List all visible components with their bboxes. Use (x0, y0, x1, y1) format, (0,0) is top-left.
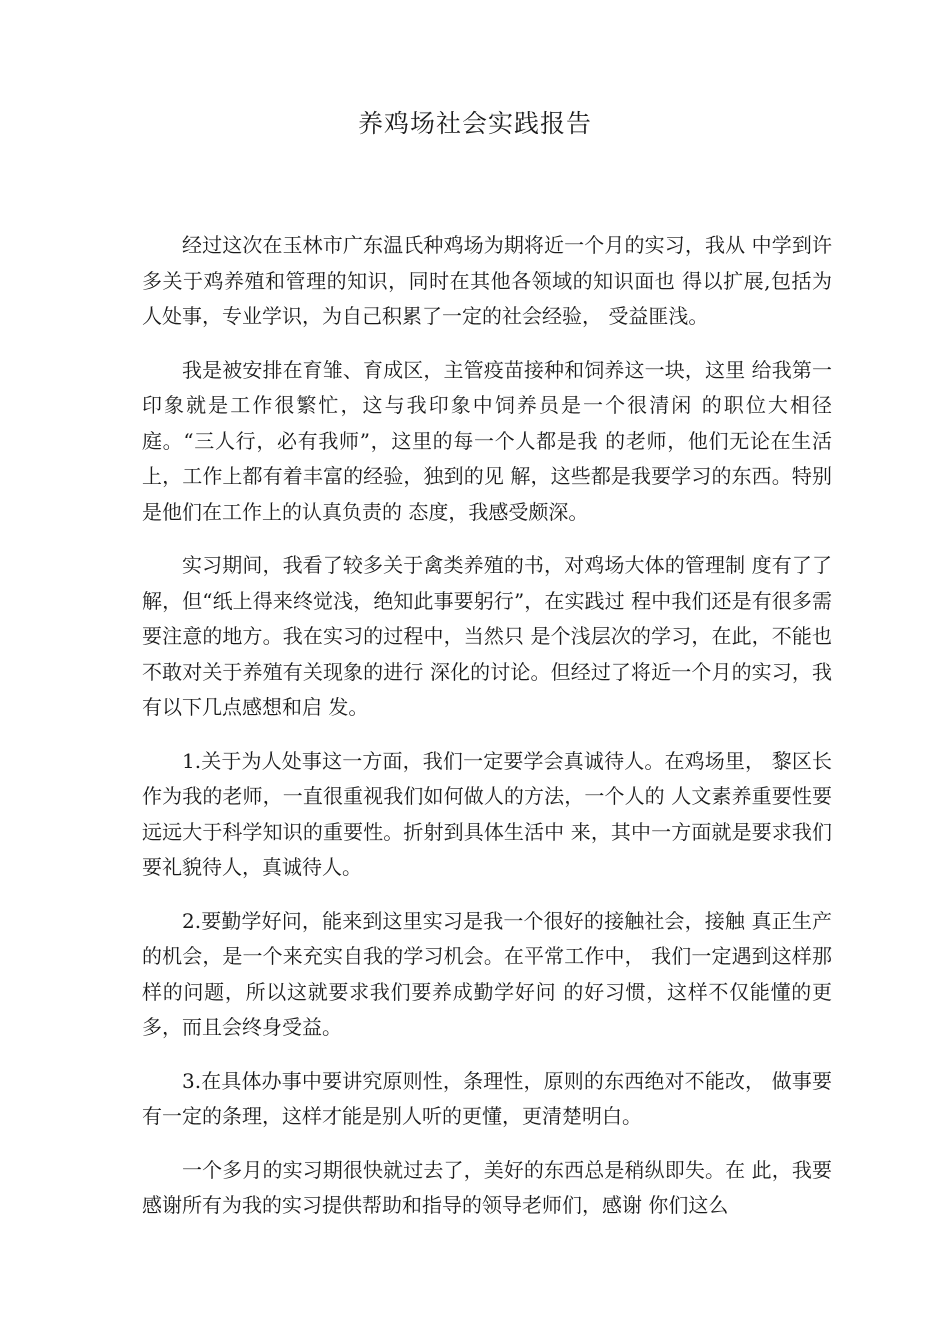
paragraph-assignment: 我是被安排在育雏、育成区，主管疫苗接种和饲养这一块，这里 给我第一印象就是工作很繁忙，这与我印象中饲养员是一个很清闲 的职位大相径庭。“三人行，必有我师”，这里的每一个人都是我 的老师，他们无论在生活上，工作上都有着丰富的经验，独到的见 解，这些都是我要学习的东西。特别是他们在工作上的认真负责的 态度，我感受颇深。 (142, 357, 832, 524)
document-title: 养鸡场社会实践报告 (357, 109, 592, 138)
paragraph-internship-period: 实习期间，我看了较多关于禽类养殖的书，对鸡场大体的管理制 度有了了解，但“纸上得来终觉浅，绝知此事要躬行”，在实践过 程中我们还是有很多需要注意的地方。我在实习的过程中，当然只 是个浅层次的学习，在此，不能也不敢对关于养殖有关现象的进行 深化的讨论。但经过了将近一个月的实习，我有以下几点感想和启 发。 (142, 553, 832, 719)
paragraph-intro: 经过这次在玉林市广东温氏种鸡场为期将近一个月的实习，我从 中学到许多关于鸡养殖和管理的知识，同时在其他各领域的知识面也 得以扩展,包括为人处事，专业学识，为自己积累了一定的社会经验， 受益匪浅。 (142, 233, 832, 328)
paragraph-closing: 一个多月的实习期很快就过去了，美好的东西总是稍纵即失。在 此，我要感谢所有为我的实习提供帮助和指导的领导老师们，感谢 你们这么 (142, 1157, 832, 1217)
paragraph-point-1: 1.关于为人处事这一方面，我们一定要学会真诚待人。在鸡场里， 黎区长作为我的老师，一直很重视我们如何做人的方法，一个人的 人文素养重要性要远远大于科学知识的重要性。折射到具体生活中 来，其中一方面就是要求我们要礼貌待人，真诚待人。 (142, 748, 832, 879)
document-body (142, 228, 832, 1242)
paragraph-point-3: 3.在具体办事中要讲究原则性，条理性，原则的东西绝对不能改， 做事要有一定的条理，这样才能是别人听的更懂，更清楚明白。 (142, 1068, 832, 1128)
paragraph-point-2: 2.要勤学好问，能来到这里实习是我一个很好的接触社会，接触 真正生产的机会，是一个来充实自我的学习机会。在平常工作中， 我们一定遇到这样那样的问题，所以这就要求我们要养成勤学好问 的好习惯，这样不仅能懂的更多，而且会终身受益。 (142, 908, 832, 1039)
